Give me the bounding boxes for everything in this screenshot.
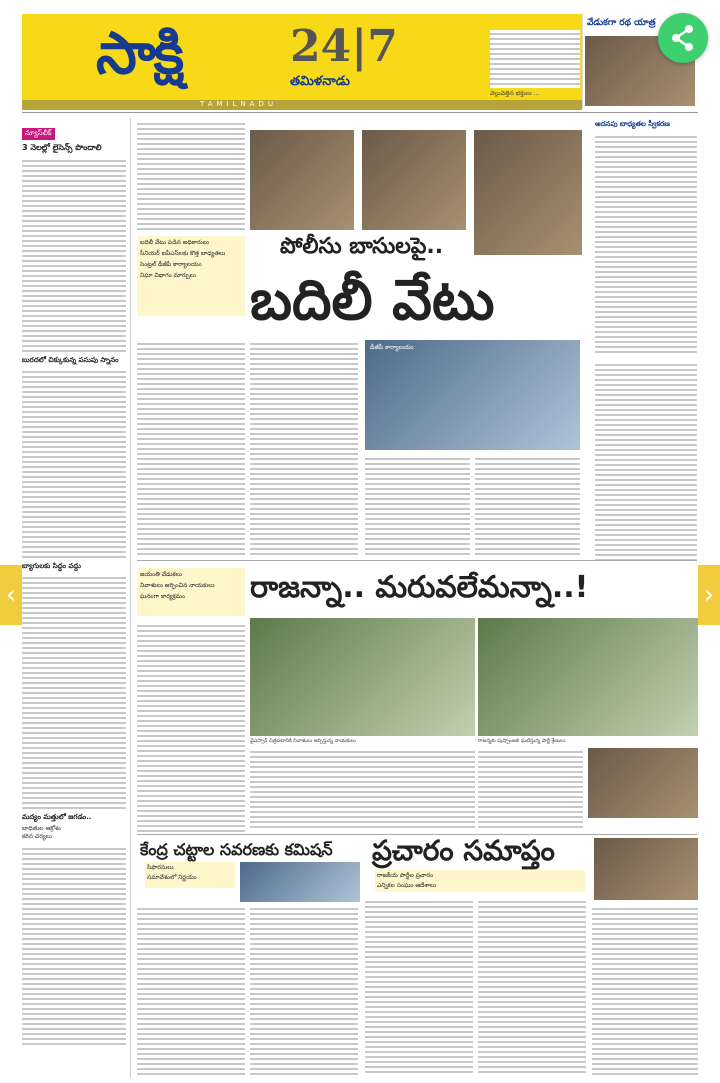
dgp-office-photo [365, 340, 580, 450]
police-bullet-3: సెంట్రల్ డీజీపీ కార్యాలయం [140, 261, 202, 268]
masthead-subband [22, 100, 582, 110]
top-right-caption: వెల్లువెత్తిన భక్తులు ... [490, 90, 540, 97]
officer-photo-2 [362, 130, 466, 230]
sidebar-divider [130, 118, 131, 1078]
sidebar-tag: న్యూస్‌లీక్ [22, 128, 55, 140]
sidebar-section4-bullet-2: కఠిన చర్యలు [22, 833, 53, 840]
rajanna-bullet-2: నివాళులు అర్పించిన నాయకులు [140, 582, 215, 589]
share-button[interactable] [658, 13, 708, 63]
prev-page-button[interactable] [0, 565, 22, 625]
commission-bullet-box [145, 862, 235, 888]
police-kicker: పోలీసు బాసులపై.. [280, 234, 444, 259]
left-sidebar [22, 120, 126, 1075]
sakshi-logo: సాక్షి [96, 19, 183, 87]
campaign-bullet-1: రాజకీయ పార్టీల ప్రచారం [377, 872, 434, 879]
commission-bullet-2: సమావేశంలో నిర్ణయం [147, 874, 197, 881]
campaign-body-col-2 [478, 898, 586, 1075]
campaign-body-col-1 [365, 898, 473, 1075]
rajanna-body-text-2 [250, 748, 475, 830]
police-right-text-2 [595, 361, 697, 561]
rajanna-caption-right: రాజన్నకు పుష్పాంజలి ఘటిస్తున్న పార్టీ శ్రేణులు [478, 738, 566, 744]
sidebar-section4-title: మద్యం మత్తులో జగడం.. [22, 813, 92, 821]
police-right-tag: అదనపు బాధ్యతల స్వీకరణ [595, 120, 670, 128]
campaign-photo [594, 838, 698, 900]
rajanna-bullet-1: జయంతి వేడుకలు [140, 571, 182, 578]
police-body-col-1 [137, 340, 245, 555]
sidebar-section1-title: 3 నెలల్లో లైసెన్స్ పొందాలి [22, 143, 102, 152]
police-body-col-3 [365, 455, 470, 555]
police-bullet-2: సీనియర్ ఐపీఎస్‌లకు కొత్త బాధ్యతలు [140, 250, 226, 257]
police-headline: బదిలీ వేటు [250, 268, 495, 333]
sidebar-section2-text [22, 368, 126, 558]
sidebar-section2-title: బురదలో చిక్కుకున్న పసుపు స్నానం [22, 356, 119, 364]
officer-photo-3 [474, 130, 582, 255]
rajanna-body-text [137, 622, 245, 832]
rajanna-body-text-3 [478, 748, 583, 830]
officer-photo-1 [250, 130, 354, 230]
rajanna-headline: రాజన్నా.. మరువలేమన్నా..! [250, 570, 589, 605]
commission-body-col-1 [137, 905, 245, 1075]
rajanna-bullet-3: ఘనంగా కార్యక్రమం [140, 593, 186, 600]
section-rule-1 [137, 560, 697, 561]
police-right-text-1 [595, 133, 697, 353]
campaign-headline: ప్రచారం సమాప్తం [372, 834, 555, 867]
edition-number: 24|7 [290, 21, 398, 72]
share-icon [658, 13, 708, 63]
campaign-body-col-3 [592, 905, 698, 1075]
police-body-col-4 [475, 455, 580, 555]
top-right-text-lines [490, 30, 580, 88]
masthead-subtitle: TAMILNADU [200, 100, 278, 108]
police-right-column [595, 120, 697, 560]
sidebar-section4-bullet-1: బాధితుల ఆక్రోశం [22, 825, 61, 832]
next-page-button[interactable] [698, 565, 720, 625]
rajanna-photo-1 [250, 618, 475, 736]
commission-meeting-photo [240, 862, 360, 902]
sidebar-section4-text [22, 845, 126, 1045]
chevron-left-icon: ‹ [5, 580, 17, 610]
police-bullet-box [137, 236, 245, 316]
top-right-title: వేడుకగా రథ యాత్ర [587, 18, 656, 28]
sidebar-section3-title: బ్యాగులకు సిద్ధం వద్దు [22, 562, 81, 570]
sidebar-section3-text [22, 574, 126, 809]
rajanna-photo-2 [478, 618, 698, 736]
police-bullet-4: నిఘా విభాగం మార్పులు [140, 272, 196, 279]
chevron-right-icon: › [703, 580, 715, 610]
police-bullet-1: బదిలీ వేటు పడిన అధికారులు [140, 239, 209, 246]
commission-body-col-2 [250, 905, 358, 1075]
edition-state: తమిళనాడు [290, 74, 350, 89]
police-intro-text [137, 120, 245, 230]
rajanna-bullet-box [137, 568, 245, 616]
commission-bullet-1: సిఫారసులు [147, 864, 174, 871]
dgp-office-caption: డీజీపీ కార్యాలయం [370, 344, 414, 351]
sidebar-section1-text [22, 157, 126, 352]
header-rule [22, 112, 698, 113]
commission-headline: కేంద్ర చట్టాల సవరణకు కమిషన్ [140, 840, 333, 859]
top-right-text [490, 30, 580, 100]
rajanna-caption-left: వైఎస్సార్‌ చిత్రపటానికి నివాళులు అర్పిస్తున్న నాయకులు [250, 738, 356, 744]
police-body-col-2 [250, 340, 358, 555]
campaign-bullet-box [375, 870, 585, 892]
campaign-bullet-2: ఎన్నికల సంఘం ఆదేశాలు [377, 882, 437, 889]
ysr-portrait-photo [588, 748, 698, 818]
